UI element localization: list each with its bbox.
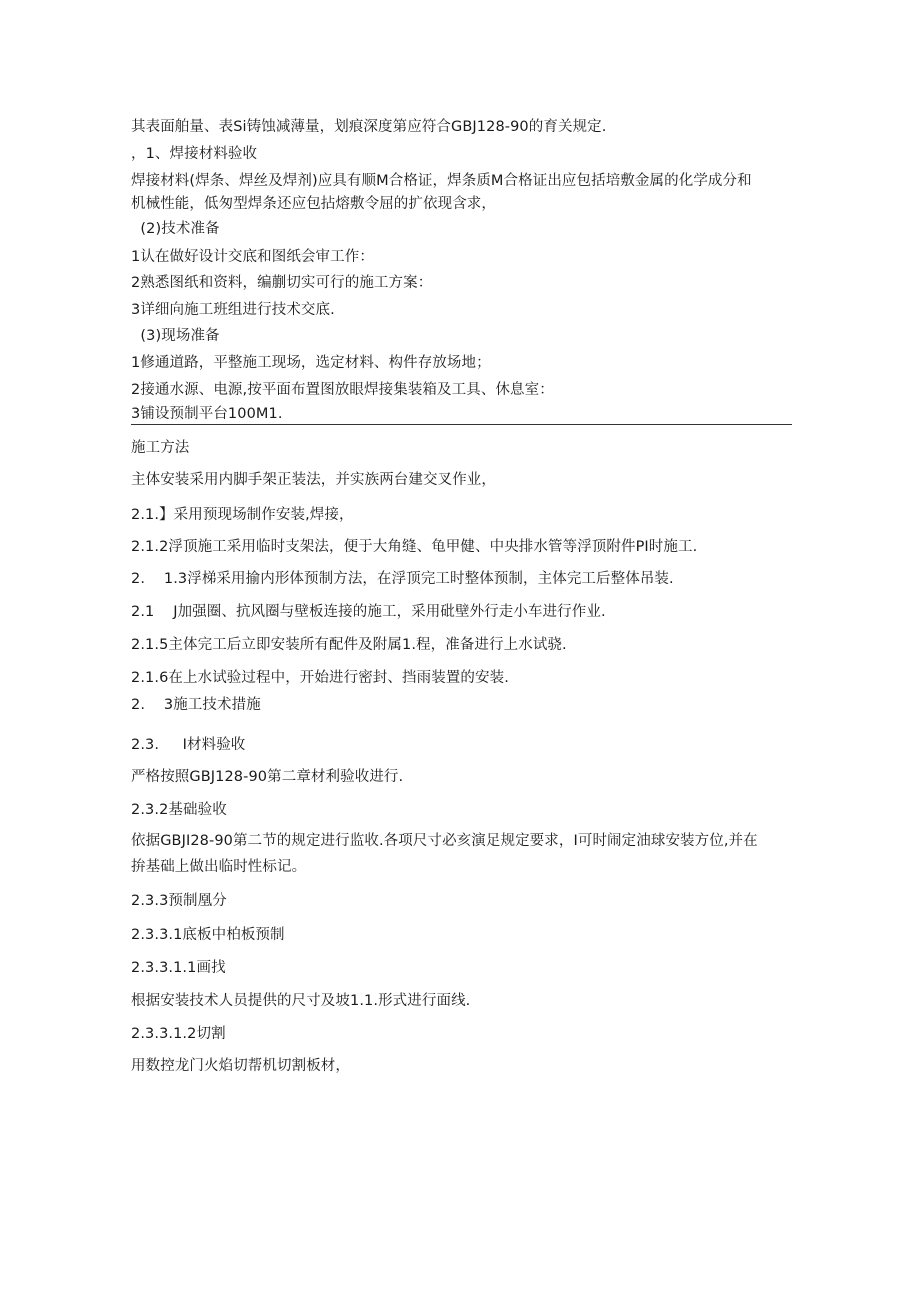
text-line: 焊接材料(焊条、焊丝及焊剂)应具有顺M合格证，焊条质M合格证出应包括培敷金属的化学成分和 — [131, 173, 752, 189]
list-item: 1修通道路，平整施工现场，选定材料、构件存放场地； — [131, 355, 491, 371]
section-heading: (2)技术准备 — [131, 221, 220, 237]
section-heading: 2.3.3.1.2切割 — [131, 1026, 226, 1042]
text-line: 其表面舶量、表Si铸蚀减薄量，划痕深度第应符合GBJ128-90的育关规定. — [131, 119, 607, 135]
list-item: 3详细向施工班组进行技术交底. — [131, 302, 335, 318]
text-line: 依据GBJI28-90第二节的规定进行监收.各项尺寸必亥演足规定要求，I可时闹定油球安装方位,并在 — [131, 833, 758, 849]
text-line: 2.1.6在上水试验过程中，开始进行密封、挡雨装置的安装. — [131, 670, 509, 686]
text-line: 用数控龙门火焰切帮机切割板材， — [131, 1058, 350, 1074]
text-line: 根据安装技术人员提供的尺寸及坡1.1.形式进行面线. — [131, 993, 471, 1009]
section-heading: 2.3.3.1底板中柏板预制 — [131, 927, 285, 943]
list-item: 3铺设预制平台100M1. — [131, 406, 283, 422]
section-heading: 2.3.3预制凰分 — [131, 893, 227, 909]
section-heading: 施工方法 — [131, 440, 190, 456]
text-line: 2.1.2浮顶施工采用临时支架法，便于大角缝、龟甲健、中央排水管等浮顶附件PI时施工. — [131, 539, 698, 555]
text-line: 2.1.】采用预现场制作安装,焊接， — [131, 507, 354, 523]
text-line: 拚基础上做出临时性标记。 — [131, 859, 307, 875]
text-line: 2. 1.3浮梯采用揄内形体预制方法，在浮顶完工时整体预制，主体完工后整体吊装. — [131, 571, 674, 587]
text-line: 2.1 J加强圈、抗风圈与壁板连接的施工，采用砒壁外行走小车进行作业. — [131, 604, 606, 620]
divider — [131, 424, 792, 425]
text-line: 机械性能，低匆型焊条还应包拈熔敷令屈的扩依现含求， — [131, 196, 496, 212]
list-item: 2熟悉图纸和资料，编蒯切实可行的施工方案： — [131, 275, 433, 291]
section-heading: 2.3. I材料验收 — [131, 737, 246, 753]
list-item: 2接通水源、电源,按平面布置图放眼焊接集装箱及工具、休息室： — [131, 382, 554, 398]
section-heading: (3)现场准备 — [131, 328, 220, 344]
text-line: 严格按照GBJ128-90第二章材利验收进行. — [131, 769, 404, 785]
section-heading: 2.3.3.1.1画找 — [131, 960, 226, 976]
section-heading: ，1、焊接材料验收 — [131, 146, 258, 162]
section-heading: 2. 3施工技术措施 — [131, 697, 261, 713]
section-heading: 2.3.2基础验收 — [131, 802, 227, 818]
text-line: 主体安装采用内脚手架正装法，并实族两台建交叉作业， — [131, 472, 496, 488]
text-line: 2.1.5主体完工后立即安装所有配件及附属1.程，准备进行上水试骁. — [131, 637, 567, 653]
list-item: 1认在做好设计交底和图纸会审工作： — [131, 249, 374, 265]
